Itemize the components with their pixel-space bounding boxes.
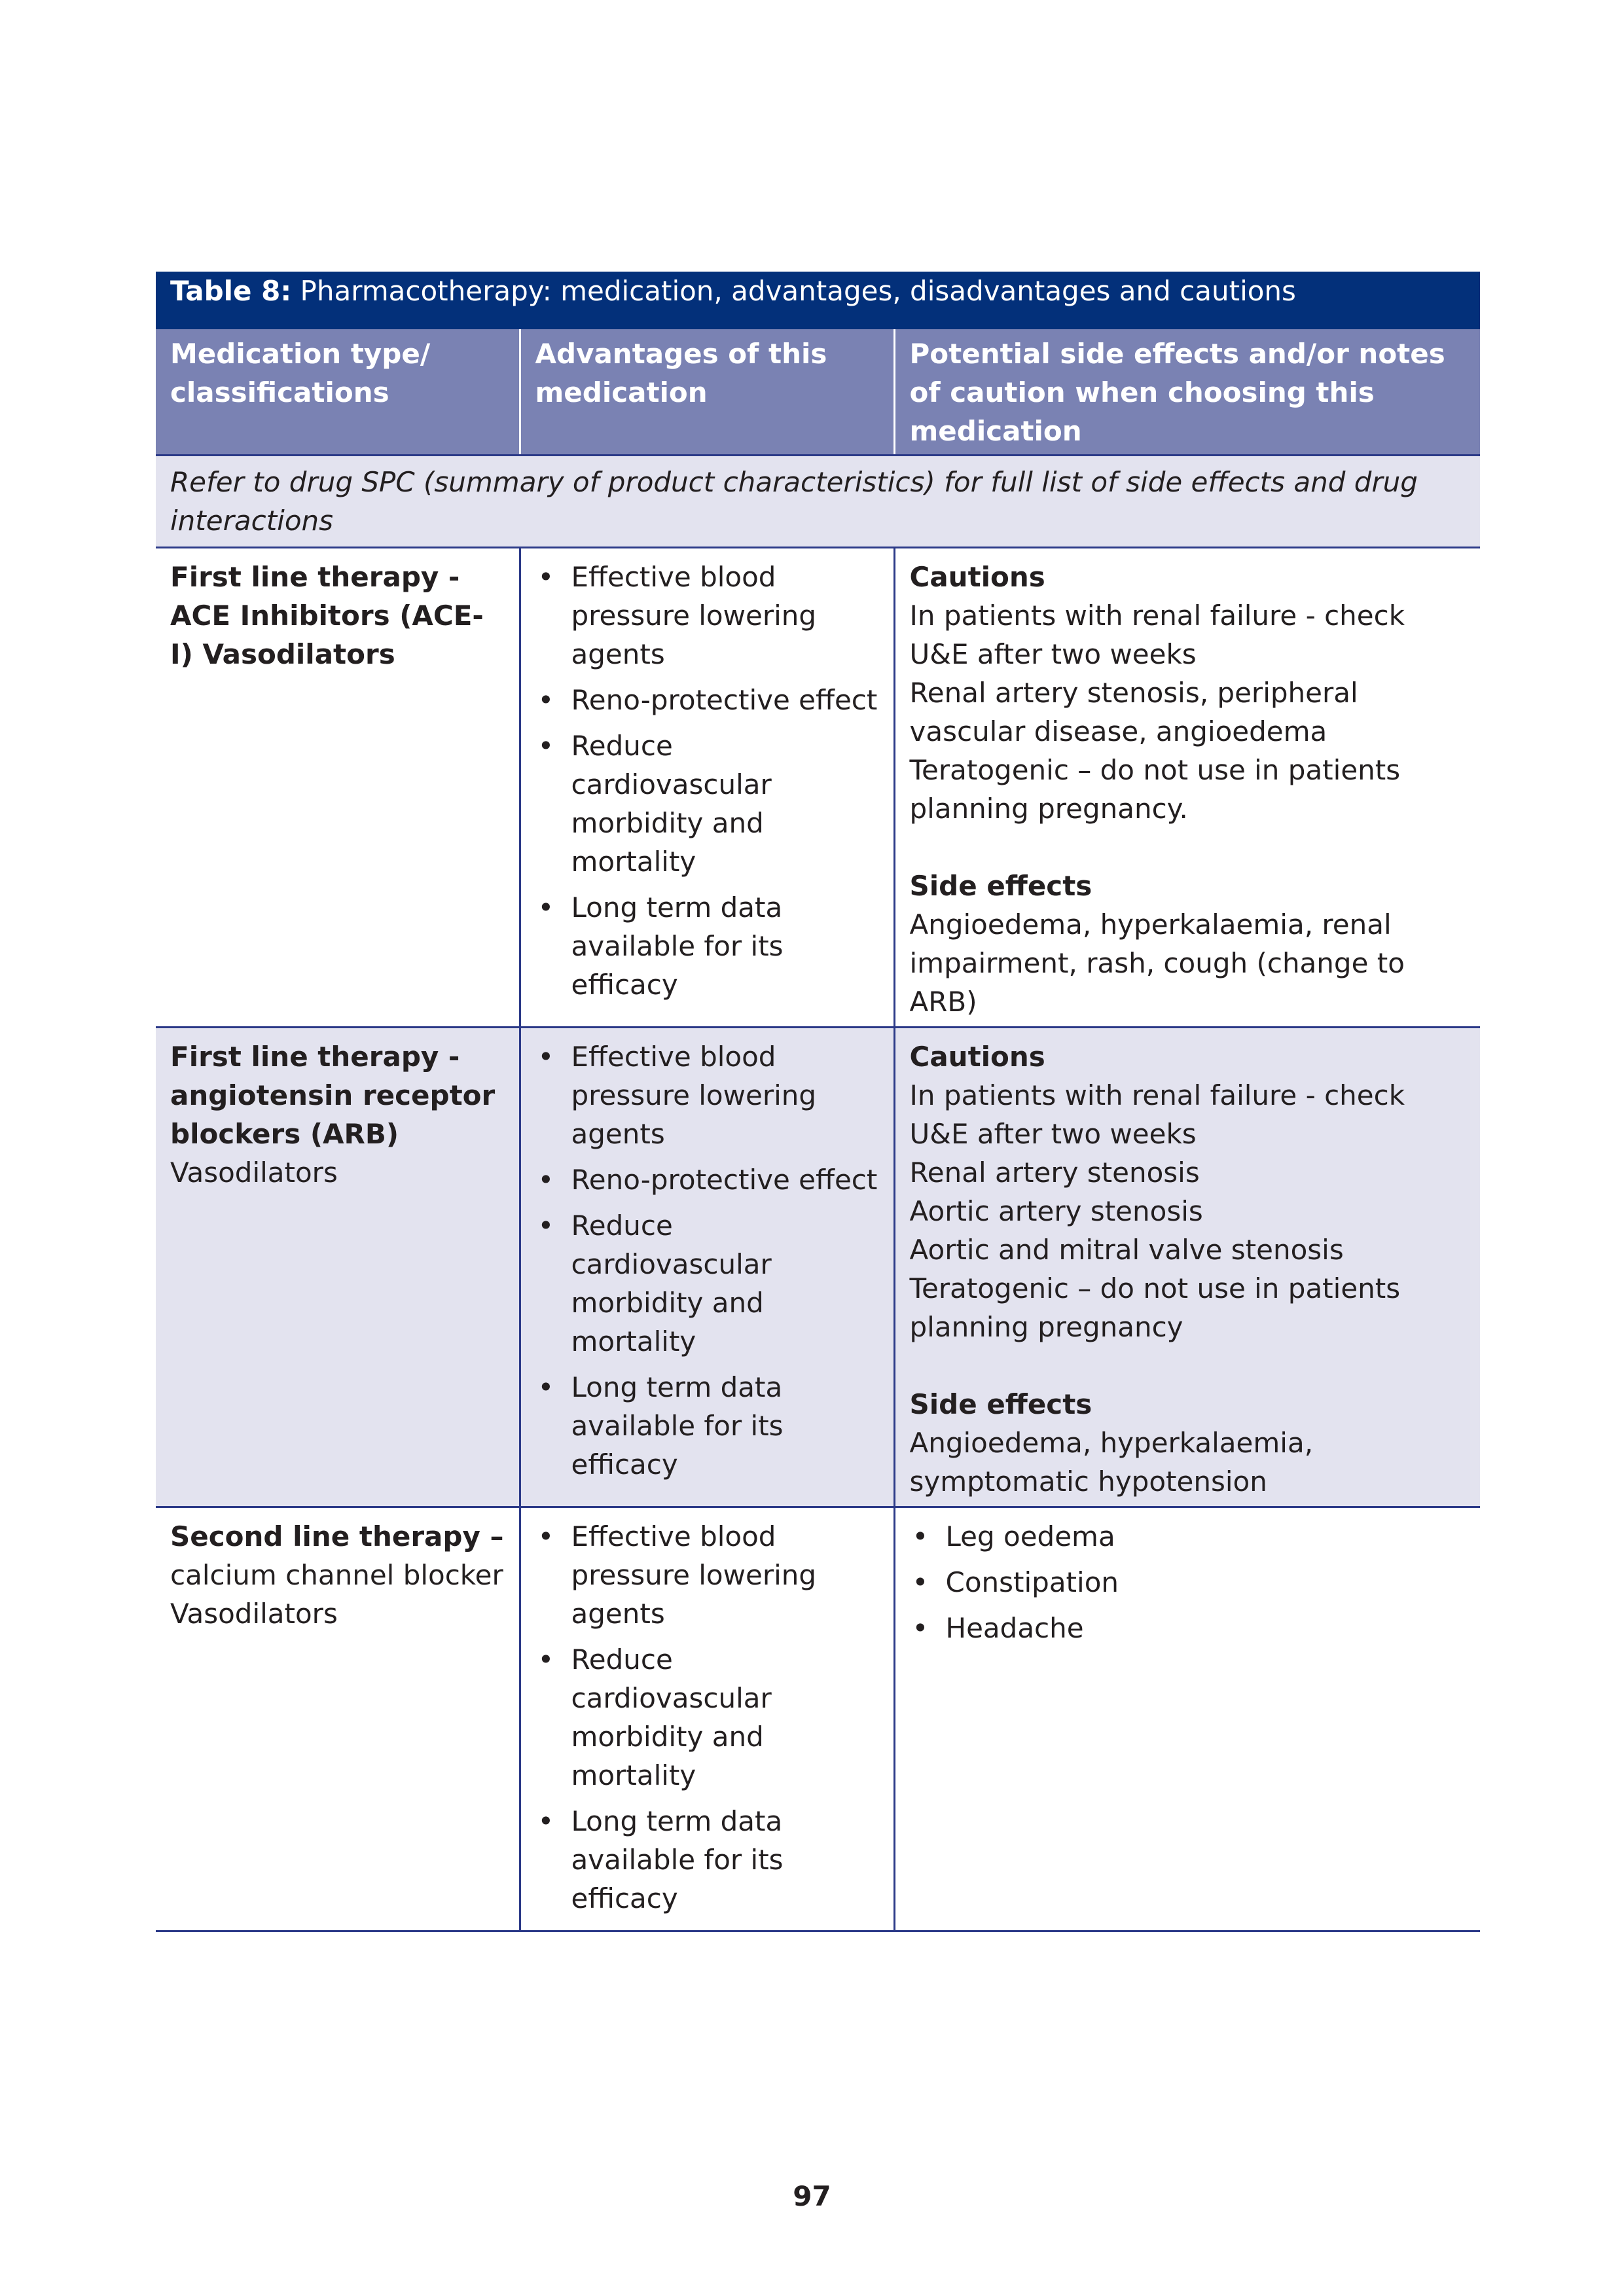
medication-type: Second line therapy – [170,1520,504,1552]
caution-line: Aortic artery stenosis [909,1195,1203,1227]
table-title-label: Table 8: [170,275,292,307]
medication-class: Vasodilators [170,1598,338,1630]
list-item: • Reduce cardiovascular morbidity and mortality [535,1640,879,1795]
list-item: • Headache [910,1609,1466,1647]
advantages-cell [520,548,894,1028]
caution-line: Teratogenic – do not use in patients planning pregnancy [909,1272,1401,1343]
list-item: • Long term data available for its efficacy [535,888,879,1004]
medication-type: First line therapy - angiotensin receptor blockers (ARB) [170,1041,496,1150]
header-side-effects: Potential side effects and/or notes of caution when choosing this medication [894,329,1480,456]
header-advantages: Advantages of this medication [520,329,894,456]
side-effects-cell [894,548,1480,1028]
table-row [156,1507,1480,1931]
list-item: • Effective blood pressure lowering agents [535,1517,879,1633]
advantages-list [535,558,879,1004]
list-item: • Reno-protective effect [535,681,879,719]
side-effects-list [910,1517,1466,1647]
advantages-cell [520,1507,894,1931]
table-row [156,548,1480,1028]
side-effects-cell [894,1028,1480,1507]
advantages-list [535,1517,879,1918]
list-item: • Reduce cardiovascular morbidity and mortality [535,1206,879,1361]
medication-class: Vasodilators [170,1157,338,1189]
column-header-row [156,329,1480,456]
caution-line: Renal artery stenosis, peripheral vascular disease, angioedema [909,677,1358,747]
medication-class: calcium channel blocker [170,1559,503,1591]
medication-type-cell [156,1028,520,1507]
table-title-text: Pharmacotherapy: medication, advantages, disadvantages and cautions [291,275,1296,307]
caution-line: In patients with renal failure - check U&E after two weeks [909,600,1405,670]
cautions-heading: Cautions [909,1041,1045,1073]
medication-type: First line therapy - ACE Inhibitors (ACE- I) Vasodilators [170,561,484,670]
page-number: 97 [793,2180,831,2212]
list-item: • Effective blood pressure lowering agents [535,558,879,673]
list-item: • Effective blood pressure lowering agents [535,1037,879,1153]
advantages-list [535,1037,879,1484]
cautions-heading: Cautions [909,561,1045,593]
list-item: • Long term data available for its efficacy [535,1802,879,1918]
list-item: • Long term data available for its efficacy [535,1368,879,1484]
table-title-row [156,272,1480,329]
caution-line: In patients with renal failure - check U&E after two weeks [909,1079,1405,1150]
caution-line: Teratogenic – do not use in patients planning pregnancy. [909,754,1401,825]
side-effects-heading: Side effects [909,870,1092,902]
caution-line: Aortic and mitral valve stenosis [909,1234,1344,1266]
medication-type-cell [156,548,520,1028]
table-row [156,1028,1480,1507]
section-spacer [910,828,1466,867]
pharmacotherapy-table [156,272,1480,1932]
advantages-cell [520,1028,894,1507]
side-effects-text: Angioedema, hyperkalaemia, renal impairment, rash, cough (change to ARB) [909,908,1405,1018]
spc-note-row [156,456,1480,548]
section-spacer [910,1346,1466,1385]
caution-line: Renal artery stenosis [909,1157,1200,1189]
side-effects-text: Angioedema, hyperkalaemia, symptomatic hypotension [909,1427,1314,1498]
side-effects-cell [894,1507,1480,1931]
list-item: • Constipation [910,1563,1466,1602]
spc-note: Refer to drug SPC (summary of product characteristics) for full list of side effects and drug interactions [156,456,1480,548]
table-title [156,272,1480,329]
medication-type-cell [156,1507,520,1931]
list-item: • Reno-protective effect [535,1160,879,1199]
list-item: • Reduce cardiovascular morbidity and mortality [535,726,879,881]
side-effects-heading: Side effects [909,1388,1092,1420]
list-item: • Leg oedema [910,1517,1466,1556]
header-medication-type: Medication type/ classifications [156,329,520,456]
